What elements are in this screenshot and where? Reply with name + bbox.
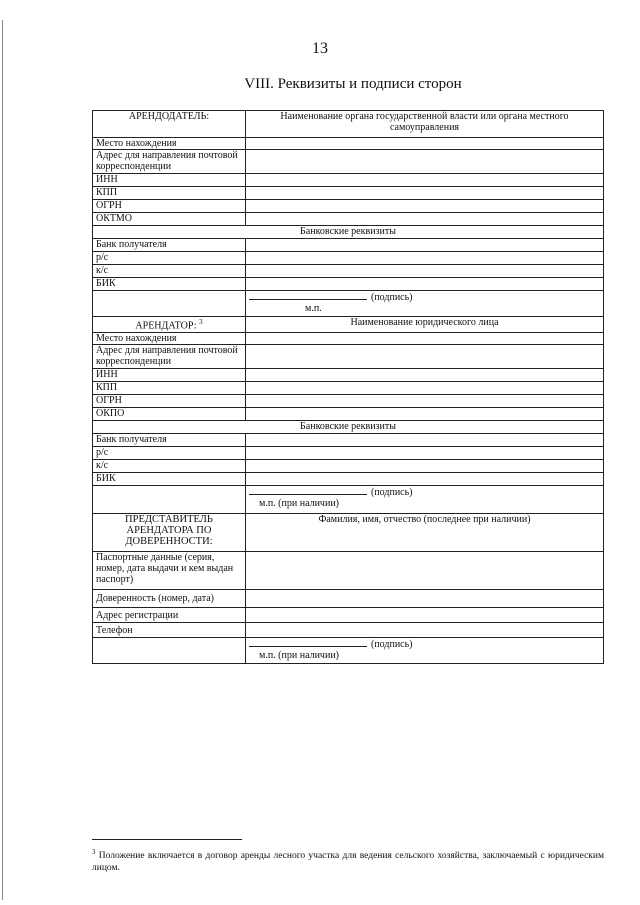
signature-row [93,638,604,664]
stamp-label: м.п. (при наличии) [259,650,339,661]
table-row [93,278,604,291]
tenant-name-header: Наименование юридического лица [246,317,604,333]
field-label: р/с [93,447,246,460]
field-label: ОГРН [93,395,246,408]
field-label: ИНН [93,174,246,187]
footnote-mark: 3 [199,318,203,326]
landlord-bank-header: Банковские реквизиты [93,226,604,239]
field-value[interactable] [246,608,604,623]
landlord-signature-block[interactable] [246,291,604,317]
signature-line [249,638,367,647]
field-label: Банк получателя [93,434,246,447]
field-value[interactable] [246,395,604,408]
field-value[interactable] [246,138,604,150]
table-row [93,138,604,150]
bank-header-row [93,421,604,434]
field-value[interactable] [246,278,604,291]
field-value[interactable] [246,369,604,382]
field-value[interactable] [246,174,604,187]
requisites-table [92,110,604,664]
field-label: к/с [93,460,246,473]
signature-row [93,291,604,317]
field-label: КПП [93,382,246,395]
table-row [93,213,604,226]
field-value[interactable] [246,345,604,369]
table-row [93,239,604,252]
field-label: КПП [93,187,246,200]
table-row [93,408,604,421]
field-value[interactable] [246,150,604,174]
field-label: Место нахождения [93,333,246,345]
representative-signature-block[interactable] [246,638,604,664]
table-row [93,345,604,369]
field-label: ОКТМО [93,213,246,226]
footnote-divider [92,839,242,840]
tenant-title: АРЕНДАТОР: $^3$ [93,317,246,333]
table-row [93,200,604,213]
field-value[interactable] [246,265,604,278]
page-edge-line [2,20,3,900]
field-value[interactable] [246,200,604,213]
footnote [92,846,604,874]
field-label: Банк получателя [93,239,246,252]
field-value[interactable] [246,252,604,265]
page-number: 13 [312,40,328,57]
tenant-header-row [93,317,604,333]
field-value[interactable] [246,552,604,590]
signature-label: (подпись) [371,487,413,498]
table-row [93,590,604,608]
representative-name-header: Фамилия, имя, отчество (последнее при наличии) [246,514,604,552]
representative-title: ПРЕДСТАВИТЕЛЬ АРЕНДАТОРА ПО ДОВЕРЕННОСТИ: [93,514,246,552]
field-value[interactable] [246,408,604,421]
table-row [93,552,604,590]
field-value[interactable] [246,382,604,395]
signature-label: (подпись) [371,639,413,650]
field-value[interactable] [246,590,604,608]
field-label: БИК [93,473,246,486]
field-label: Паспортные данные (серия, номер, дата выдачи и кем выдан паспорт) [93,552,246,590]
field-value[interactable] [246,460,604,473]
field-label: ОГРН [93,200,246,213]
field-label: ОКПО [93,408,246,421]
field-label: Адрес регистрации [93,608,246,623]
bank-header-row [93,226,604,239]
signature-line [249,291,367,300]
field-value[interactable] [246,213,604,226]
field-label: к/с [93,265,246,278]
tenant-signature-block[interactable] [246,486,604,514]
field-value[interactable] [246,434,604,447]
stamp-label: м.п. (при наличии) [259,498,339,509]
field-value[interactable] [246,187,604,200]
field-value[interactable] [246,239,604,252]
field-value[interactable] [246,447,604,460]
field-value[interactable] [246,473,604,486]
table-row [93,174,604,187]
table-row [93,265,604,278]
field-label: Адрес для направления почтовой корреспонденции [93,345,246,369]
field-label: Место нахождения [93,138,246,150]
table-row [93,382,604,395]
table-row [93,447,604,460]
table-row [93,369,604,382]
signature-line [249,486,367,495]
table-row [93,187,604,200]
table-row [93,473,604,486]
representative-header-row [93,514,604,552]
field-value[interactable] [246,333,604,345]
table-row [93,623,604,638]
stamp-label: м.п. [305,303,322,314]
field-label: Адрес для направления почтовой корреспонденции [93,150,246,174]
field-label: Телефон [93,623,246,638]
tenant-bank-header: Банковские реквизиты [93,421,604,434]
field-label: Доверенность (номер, дата) [93,590,246,608]
landlord-title: АРЕНДОДАТЕЛЬ: [93,111,246,138]
field-label: р/с [93,252,246,265]
field-value[interactable] [246,623,604,638]
signature-row [93,486,604,514]
footnote-text: Положение включается в договор аренды лесного участка для ведения сельского хозяйства, заключаемый с юридическим лицом. [92,851,604,874]
table-row [93,434,604,447]
landlord-name-header: Наименование органа государственной власти или органа местного самоуправления [246,111,604,138]
table-row [93,608,604,623]
section-title: VIII. Реквизиты и подписи сторон [244,76,462,92]
table-row [93,333,604,345]
table-row [93,395,604,408]
table-row [93,252,604,265]
footnote-mark: 3 [92,848,96,856]
table-row [93,460,604,473]
signature-label: (подпись) [371,292,413,303]
table-row [93,150,604,174]
field-label: ИНН [93,369,246,382]
landlord-header-row [93,111,604,138]
field-label: БИК [93,278,246,291]
